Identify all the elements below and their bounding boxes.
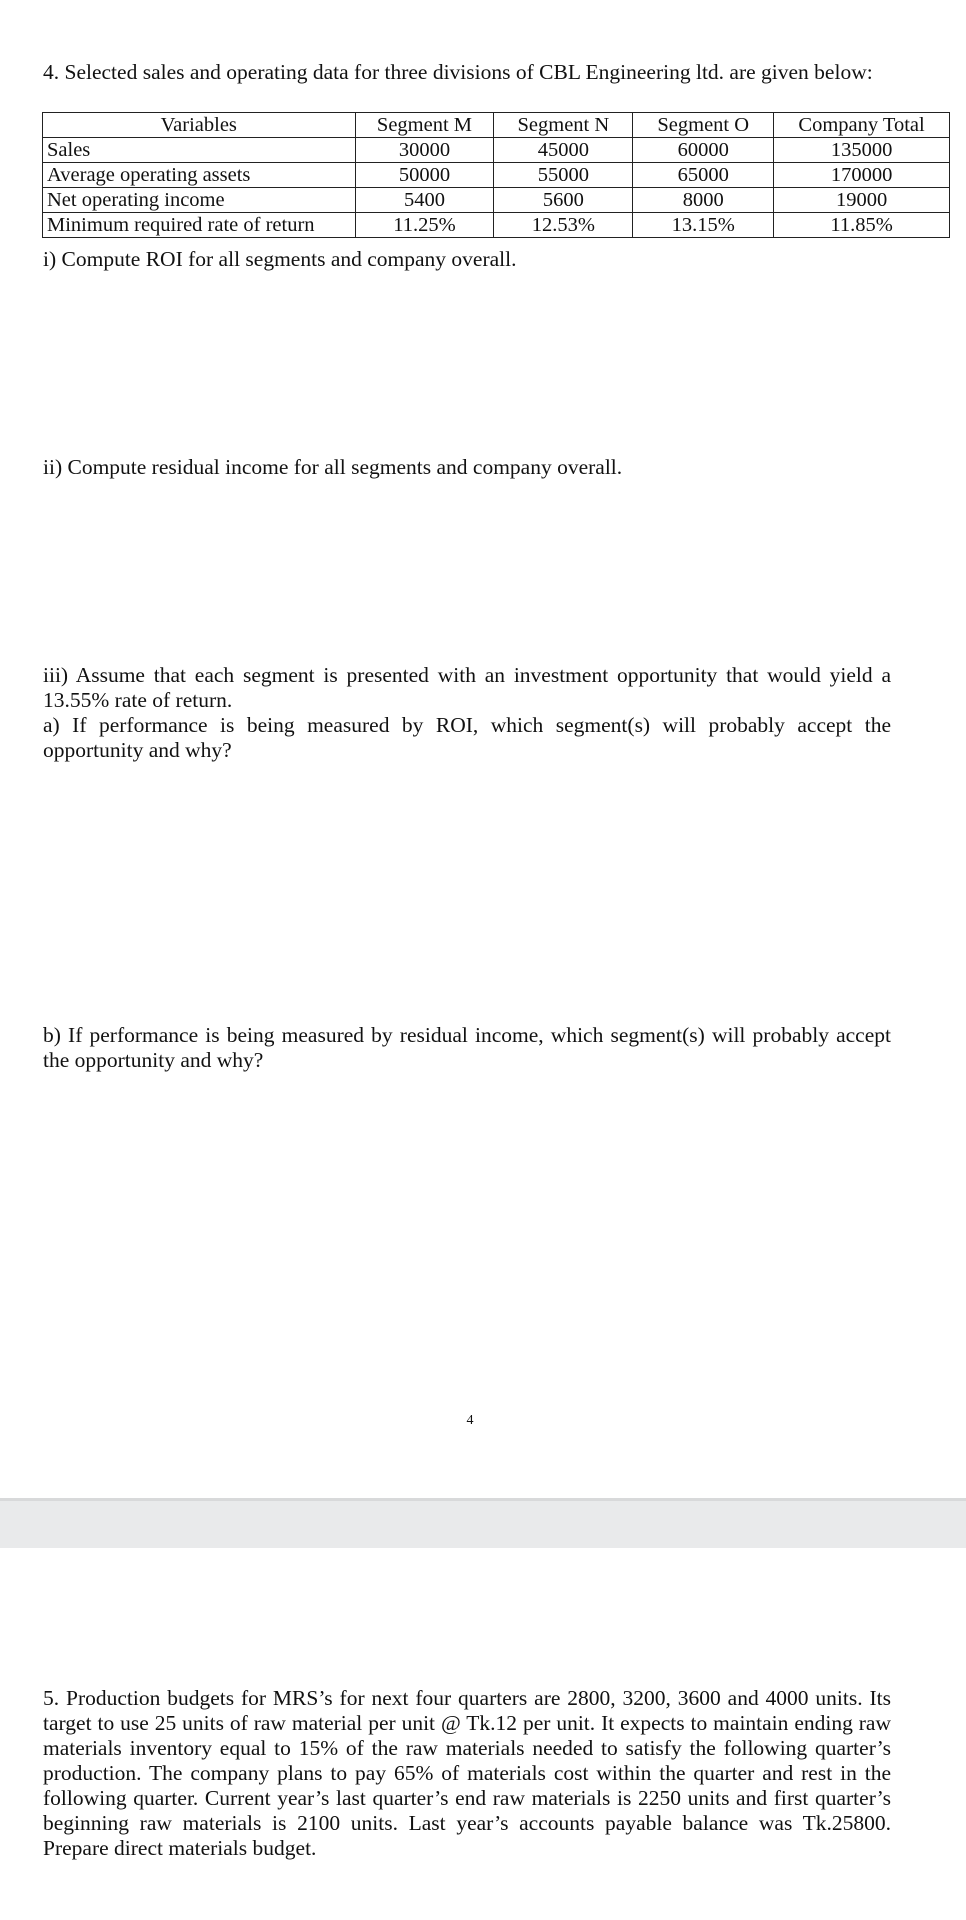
table-row <box>43 163 950 188</box>
table-cell: 5400 <box>355 188 494 213</box>
table-cell: 55000 <box>494 163 633 188</box>
header-segment-n: Segment N <box>494 113 633 138</box>
table-cell: 12.53% <box>494 213 633 238</box>
header-segment-o: Segment O <box>633 113 774 138</box>
row-label-net-operating-income: Net operating income <box>43 188 356 213</box>
table-cell: 45000 <box>494 138 633 163</box>
table-cell: 11.25% <box>355 213 494 238</box>
question-4-iii-b: b) If performance is being measured by residual income, which segment(s) will probably accept the opportunity and why? <box>43 1023 891 1072</box>
table-cell: 11.85% <box>774 213 950 238</box>
table-cell: 50000 <box>355 163 494 188</box>
table-row <box>43 138 950 163</box>
table-row <box>43 188 950 213</box>
table-cell: 5600 <box>494 188 633 213</box>
row-label-sales: Sales <box>43 138 356 163</box>
table-header-row <box>43 113 950 138</box>
page-number: 4 <box>466 1413 474 1428</box>
row-label-average-operating-assets: Average operating assets <box>43 163 356 188</box>
table-cell: 13.15% <box>633 213 774 238</box>
question-4-iii-text: iii) Assume that each segment is presented with an investment opportunity that would yield a 13.55% rate of return. <box>43 663 891 712</box>
table-row <box>43 213 950 238</box>
row-label-minimum-required-rate: Minimum required rate of return <box>43 213 356 238</box>
question-5: 5. Production budgets for MRS’s for next four quarters are 2800, 3200, 3600 and 4000 units. Its target to use 25 units of raw material per unit @ Tk.12 per unit. It expects to maintain ending raw materials inventory equal to 15% of the raw materials needed to satisfy the following quarter’s production. The company plans to pay 65% of materials cost within the quarter and rest in the following quarter. Current year’s last quarter’s end raw materials is 2250 units and first quarter’s beginning raw materials is 2100 units. Last year’s accounts payable balance was Tk.25800. Prepare direct materials budget. <box>43 1686 891 1860</box>
table-cell: 30000 <box>355 138 494 163</box>
table-cell: 135000 <box>774 138 950 163</box>
document-page-5 <box>0 1548 966 1920</box>
question-4-iii-a: a) If performance is being measured by ROI, which segment(s) will probably accept the opportunity and why? <box>43 713 891 762</box>
question-4-ii: ii) Compute residual income for all segments and company overall. <box>43 455 623 479</box>
table-cell: 170000 <box>774 163 950 188</box>
header-variables: Variables <box>43 113 356 138</box>
page-separator <box>0 1498 966 1548</box>
question-4-i: i) Compute ROI for all segments and company overall. <box>43 247 517 271</box>
question-4-iii <box>43 663 891 763</box>
header-company-total: Company Total <box>774 113 950 138</box>
segment-data-table <box>42 112 950 238</box>
question-4-heading: 4. Selected sales and operating data for three divisions of CBL Engineering ltd. are given below: <box>43 60 873 84</box>
table-cell: 60000 <box>633 138 774 163</box>
table-cell: 8000 <box>633 188 774 213</box>
table-cell: 65000 <box>633 163 774 188</box>
header-segment-m: Segment M <box>355 113 494 138</box>
table-cell: 19000 <box>774 188 950 213</box>
